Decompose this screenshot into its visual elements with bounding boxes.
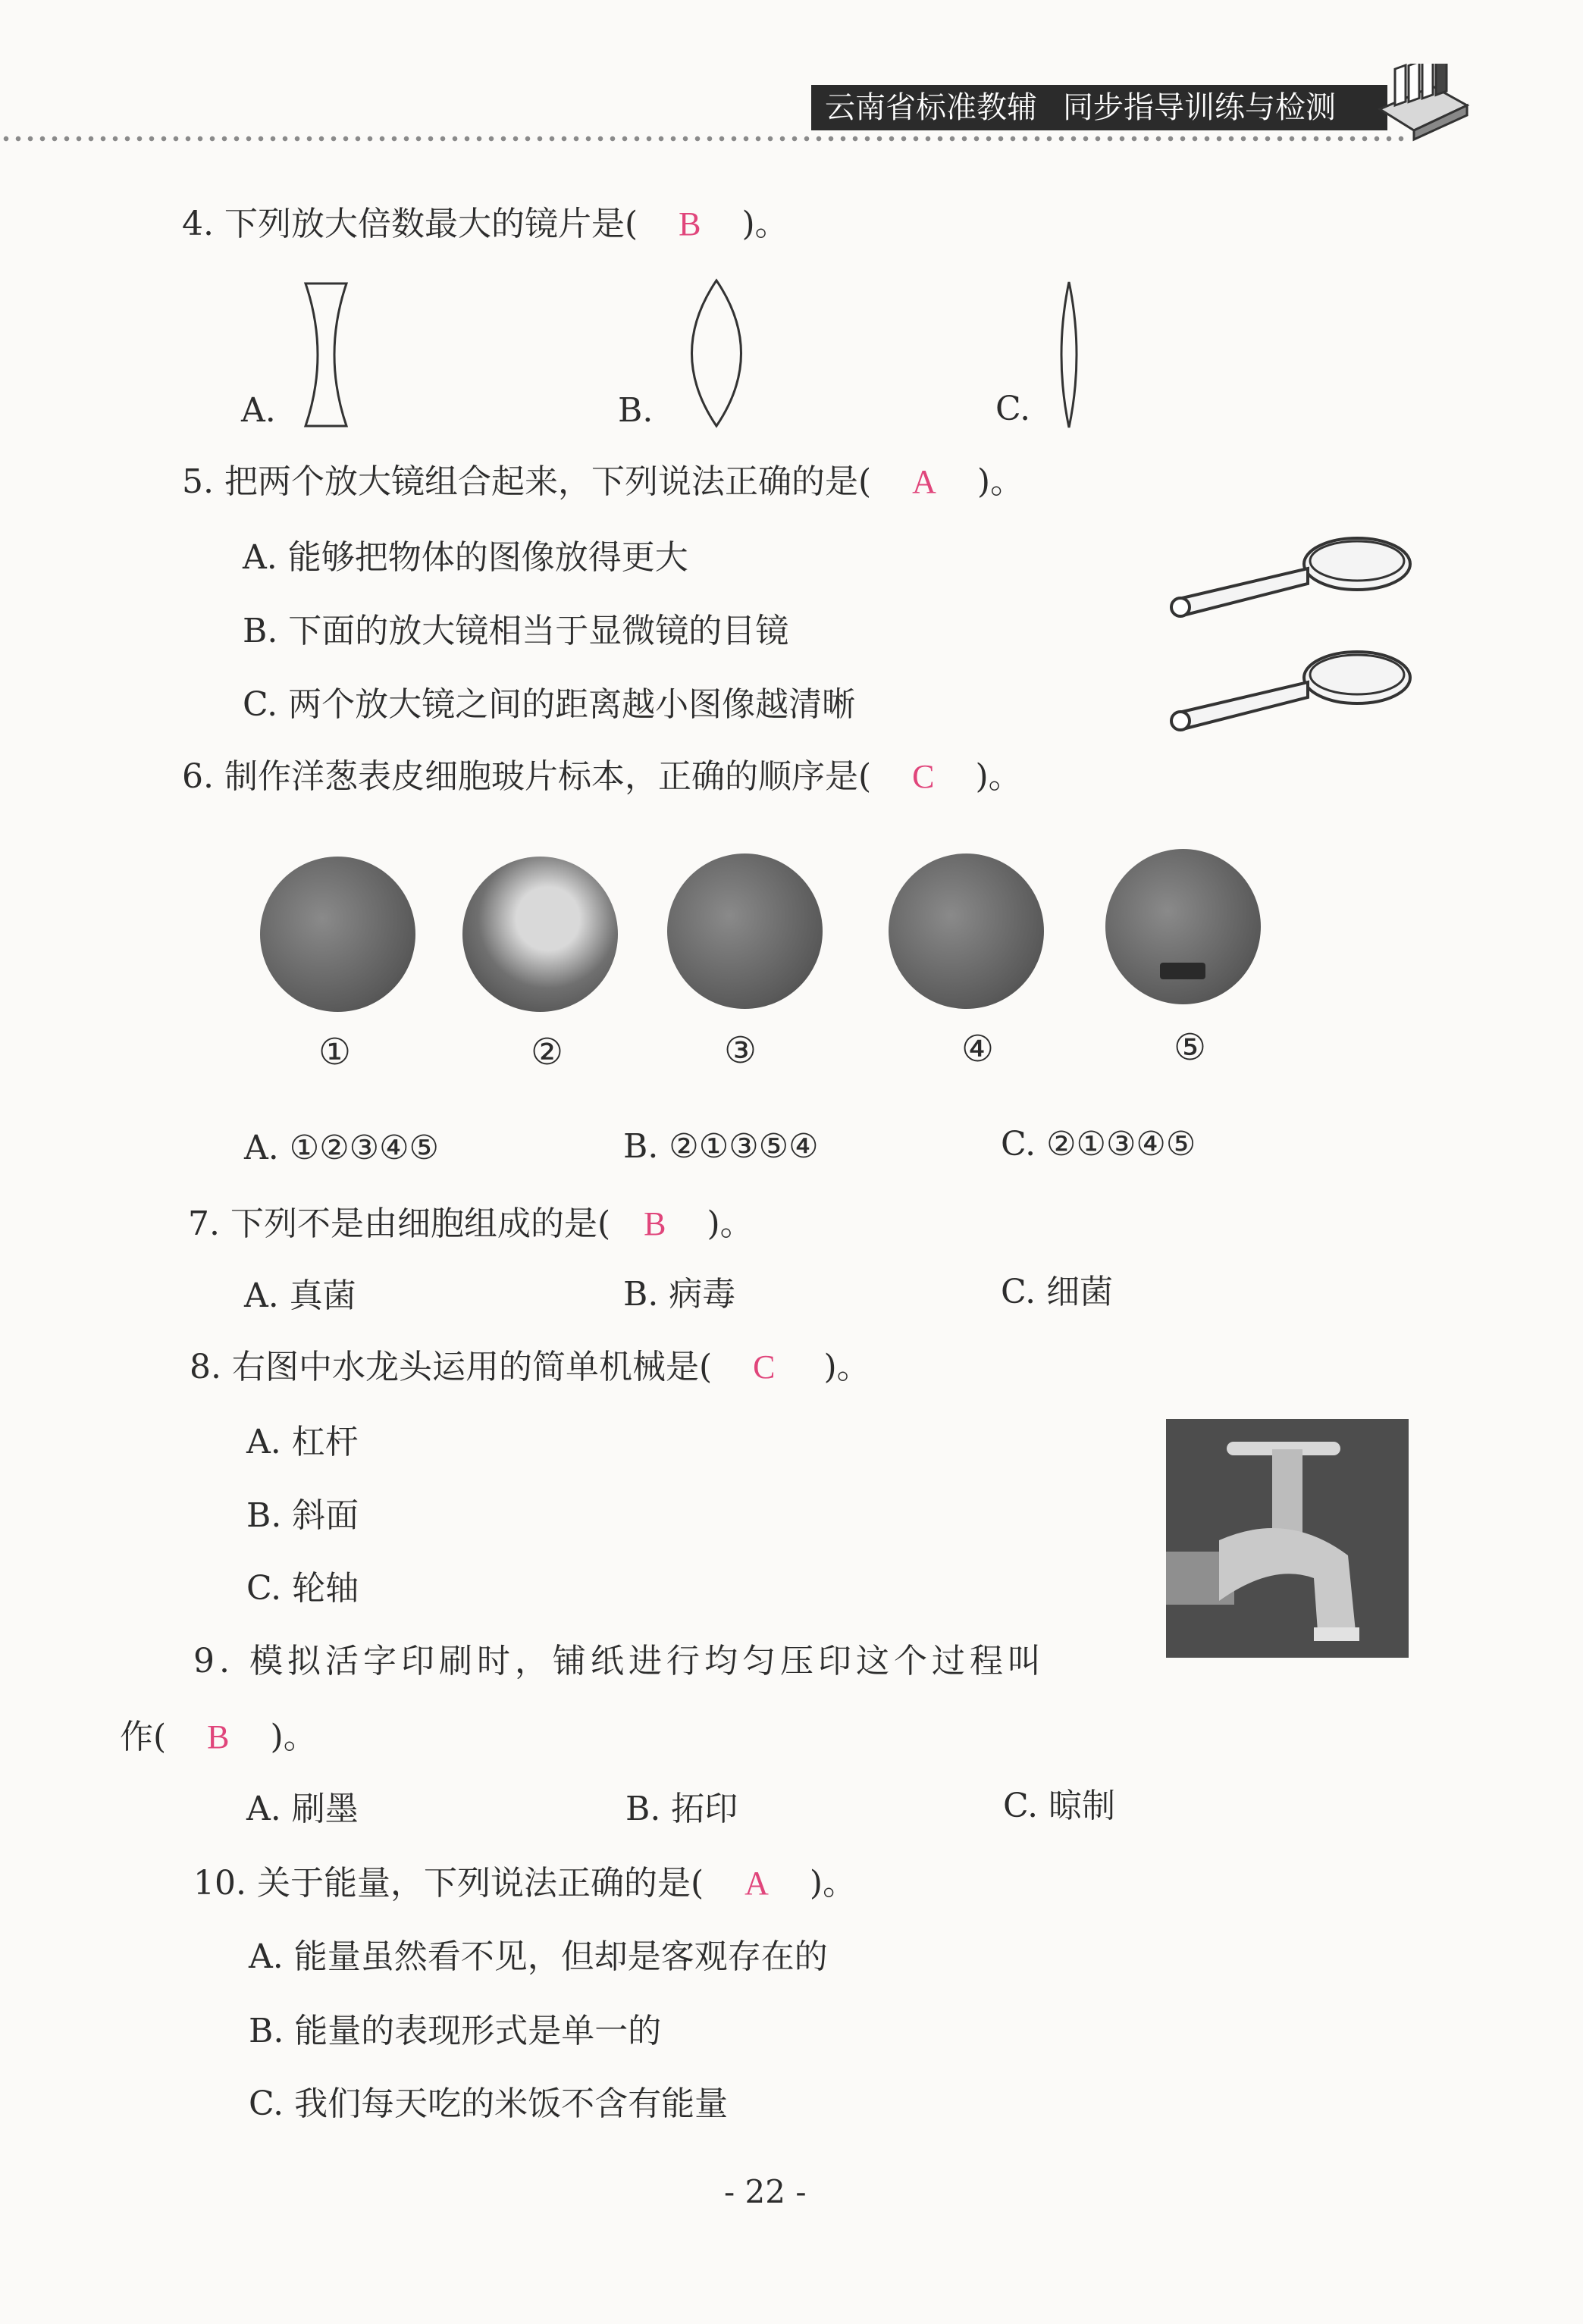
q4-stem-text: 4. 下列放大倍数最大的镜片是( [182,205,638,243]
q5-option-b: B. 下面的放大镜相当于显微镜的目镜 [243,612,789,650]
q6-option-b: B. ②①③⑤④ [623,1127,819,1166]
q9-option-a: A. 刷墨 [246,1790,359,1828]
q10-option-b: B. 能量的表现形式是单一的 [249,2012,662,2050]
q7-answer: B [644,1205,666,1242]
books-icon [1372,64,1471,147]
q8-option-c: C. 轮轴 [246,1569,359,1608]
q8-answer: C [753,1348,776,1386]
q9-stem-line2 [120,1715,317,1760]
q5-stem [182,459,1023,505]
q10-stem [193,1861,856,1906]
q4-stem [182,202,788,247]
q9-stem-line1: 9. 模拟活字印刷时，铺纸进行均匀压印这个过程叫 [193,1642,1045,1680]
q7-option-b: B. 病毒 [623,1275,736,1314]
biconvex-lens-icon [675,277,758,429]
q8-stem [190,1345,870,1390]
q10-option-a: A. 能量虽然看不见，但却是客观存在的 [249,1937,828,1976]
q7-stem-text: 7. 下列不是由细胞组成的是( [188,1204,611,1243]
page-number: - 22 - [724,2173,807,2210]
q9-stem-line2-text: 作( [120,1718,167,1756]
q7-close: )。 [707,1204,754,1243]
q10-stem-text: 10. 关于能量，下列说法正确的是( [193,1864,704,1903]
magnifier-top-icon [1164,523,1414,622]
step4-label: ④ [961,1028,995,1070]
q6-stem [182,754,1022,800]
step4-photo [889,853,1044,1009]
q8-option-b: B. 斜面 [246,1496,359,1535]
q7-stem [188,1201,754,1247]
step5-label: ⑤ [1174,1026,1207,1069]
q5-option-c: C. 两个放大镜之间的距离越小图像越清晰 [243,685,856,724]
book-title: 云南省标准教辅 [825,90,1037,125]
q5-answer: A [912,463,936,500]
step2-photo [462,857,618,1012]
header-banner [811,85,1387,130]
q6-stem-text: 6. 制作洋葱表皮细胞玻片标本，正确的顺序是( [182,757,872,796]
q9-close: )。 [270,1718,317,1756]
q7-option-c: C. 细菌 [1001,1273,1114,1311]
q9-option-b: B. 拓印 [625,1790,738,1828]
q4-answer: B [679,205,701,243]
q9-option-c: C. 晾制 [1003,1787,1116,1825]
q4-option-c-label: C. [995,390,1031,428]
step3-label: ③ [724,1029,757,1072]
q4-close: )。 [741,205,788,243]
thin-convex-lens-icon [1050,279,1088,431]
q5-option-a: A. 能够把物体的图像放得更大 [243,538,688,577]
q4-option-a-label: A. [241,391,276,430]
faucet-icon [1166,1419,1409,1658]
q8-option-a: A. 杠杆 [246,1423,359,1461]
book-subtitle: 同步指导训练与检测 [1063,90,1336,125]
q4-option-b-label: B. [618,391,654,430]
step1-label: ① [318,1031,352,1073]
q5-close: )。 [976,462,1024,501]
q6-close: )。 [975,757,1022,796]
q10-answer: A [744,1865,769,1902]
q10-option-c: C. 我们每天吃的米饭不含有能量 [249,2084,729,2123]
header-dotted-line [0,133,1410,144]
q6-answer: C [912,758,935,795]
q10-close: )。 [809,1864,857,1903]
q6-option-a: A. ①②③④⑤ [244,1129,439,1167]
q8-close: )。 [823,1348,870,1386]
step3-photo [667,853,823,1009]
step5-photo [1105,849,1261,1004]
q6-option-c: C. ②①③④⑤ [1001,1125,1196,1164]
step2-label: ② [531,1031,564,1073]
q9-answer: B [207,1718,230,1756]
q7-option-a: A. 真菌 [244,1276,356,1315]
concave-lens-icon [299,279,353,431]
step1-photo [260,857,415,1012]
magnifier-bottom-icon [1164,637,1414,735]
faucet-photo [1166,1419,1409,1658]
q5-stem-text: 5. 把两个放大镜组合起来，下列说法正确的是( [182,462,872,501]
q8-stem-text: 8. 右图中水龙头运用的简单机械是( [190,1348,713,1386]
